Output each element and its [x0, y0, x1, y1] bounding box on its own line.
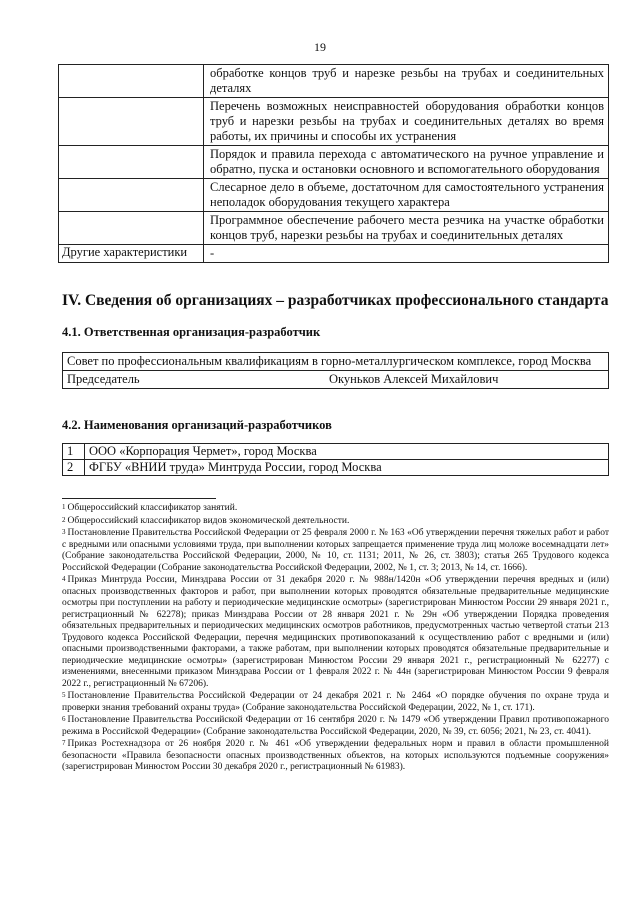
footnote-text: Постановление Правительства Российской Федерации от 16 сентября 2020 г. № 1479 «Об утверждении Правил противопожарного режима в Российской Федерации» (Собрание законодательства Российской Федерации, 2020, № 39, ст. 6056; 2021, № 23, ст. 4041).	[62, 715, 609, 737]
developers-table	[62, 443, 609, 476]
responsible-org-table	[62, 352, 609, 389]
developer-number: 1	[63, 444, 85, 460]
footnote-text: Общероссийский классификатор занятий.	[67, 503, 238, 513]
footnote	[62, 739, 609, 774]
footnote-mark: 3	[62, 528, 66, 536]
responsible-org-heading: 4.1. Ответственная организация-разработчик	[62, 325, 321, 339]
table-cell-label	[59, 212, 204, 245]
developers-heading: 4.2. Наименования организаций-разработчиков	[62, 418, 332, 432]
footnote-text: Постановление Правительства Российской Федерации от 24 декабря 2021 г. № 2464 «О порядке обучения по охране труда и проверки знания требований охраны труда» (Собрание законодательства Российской Федерации, 2022, № 1, ст. 171).	[62, 691, 609, 713]
footnote-text: Приказ Ростехнадзора от 26 ноября 2020 г. № 461 «Об утверждении федеральных норм и правил в области промышленной безопасности «Правила безопасности опасных производственных объектов, на которых используются подъемные сооружения» (зарегистрирован Минюстом России 30 декабря 2020 г., регистрационный № 61983).	[62, 739, 609, 772]
responsible-org-person: Окуньков Алексей Михайлович	[329, 372, 499, 386]
table-row	[63, 460, 609, 476]
footnote-mark: 2	[62, 515, 66, 524]
footnote-text: Приказ Минтруда России, Минздрава России от 31 декабря 2020 г. № 988н/1420н «Об утверждении перечня вредных и (или) опасных производственных факторов и работ, при выполнении которых проводятся обязательные предварительные медицинские осмотры при поступлении на работу и периодические медицинские осмотры» (зарегистрирован Минюстом России 29 января 2021 г., регистрационный № 62278); приказ Минздрава России от 28 января 2021 г. № 29н «Об утверждении Порядка проведения обязательных предварительных и периодических медицинских осмотров работников, предусмотренных частью четвертой статьи 213 Трудового кодекса Российской Федерации, перечня медицинских противопоказаний к осуществлению работ с вредными и (или) опасными производственными факторами, а также работам, при выполнении которых проводятся обязательные предварительные и периодические медицинские осмотры» (зарегистрирован Минюстом России 29 января 2021 г., регистрационный № 62277) с изменениями, внесенными приказом Минздрава России от 1 февраля 2022 г. № 44н (зарегистрирован Минюстом России 9 февраля 2022 г., регистрационный № 67206).	[62, 575, 609, 689]
table-row	[59, 146, 609, 179]
section-title: IV. Сведения об организациях – разработчиках профессионального стандарта	[62, 292, 609, 309]
footnote	[62, 575, 609, 690]
footnote-text: Общероссийский классификатор видов экономической деятельности.	[67, 515, 350, 526]
footnote	[62, 528, 609, 574]
table-cell-label	[59, 179, 204, 212]
developer-number: 2	[63, 460, 85, 476]
table-cell-text: Перечень возможных неисправностей оборудования обработки концов труб и нарезки резьбы на трубах и соединительных деталях во время работы, их причины и способы их устранения	[204, 98, 609, 146]
footnote-mark: 7	[62, 739, 66, 747]
footnote-text: Постановление Правительства Российской Федерации от 25 февраля 2000 г. № 163 «Об утверждении перечня тяжелых работ и работ с вредными или опасными условиями труда, при выполнении которых запрещается применение труда лиц моложе восемнадцати лет» (Собрание законодательства Российской Федерации, 2000, № 10, ст. 1131; 2011, № 26, ст. 3803); статья 265 Трудового кодекса Российской Федерации (Собрание законодательства Российской Федерации, 2002, № 1, ст. 3; 2013, № 14, ст. 1666).	[62, 528, 609, 573]
footnote	[62, 715, 609, 738]
table-row	[59, 98, 609, 146]
footnotes	[62, 503, 609, 775]
table-row	[59, 65, 609, 98]
footnote-mark: 6	[62, 715, 66, 723]
page-number: 19	[314, 40, 326, 54]
responsible-org-signatory	[63, 371, 609, 389]
table-cell-label	[59, 98, 204, 146]
developer-name: ФГБУ «ВНИИ труда» Минтруда России, город Москва	[85, 460, 609, 476]
developer-name: ООО «Корпорация Чермет», город Москва	[85, 444, 609, 460]
table-row	[59, 179, 609, 212]
table-cell-text: -	[204, 245, 609, 263]
table-cell-label: Другие характеристики	[59, 245, 204, 263]
table-row	[63, 444, 609, 460]
table-cell-label	[59, 146, 204, 179]
footnote	[62, 503, 609, 515]
knowledge-table	[58, 64, 609, 263]
footnote-mark: 4	[62, 575, 66, 583]
footnote-divider	[62, 498, 216, 499]
responsible-org-name: Совет по профессиональным квалификациям в горно-металлургическом комплексе, город Москва	[63, 353, 609, 371]
table-cell-text: обработке концов труб и нарезке резьбы на трубах и соединительных деталях	[204, 65, 609, 98]
responsible-org-role: Председатель	[67, 372, 140, 386]
table-cell-text: Порядок и правила перехода с автоматического на ручное управление и обратно, пуска и остановки основного и вспомогательного оборудования	[204, 146, 609, 179]
table-row	[59, 245, 609, 263]
table-cell-text: Слесарное дело в объеме, достаточном для самостоятельного устранения неполадок оборудования текущего характера	[204, 179, 609, 212]
table-cell-text: Программное обеспечение рабочего места резчика на участке обработки концов труб, нарезки резьбы на трубах и соединительных деталях	[204, 212, 609, 245]
footnote	[62, 691, 609, 714]
table-cell-label	[59, 65, 204, 98]
footnote	[62, 516, 609, 528]
table-row	[59, 212, 609, 245]
footnote-mark: 5	[62, 691, 66, 699]
footnote-mark: 1	[62, 503, 66, 511]
